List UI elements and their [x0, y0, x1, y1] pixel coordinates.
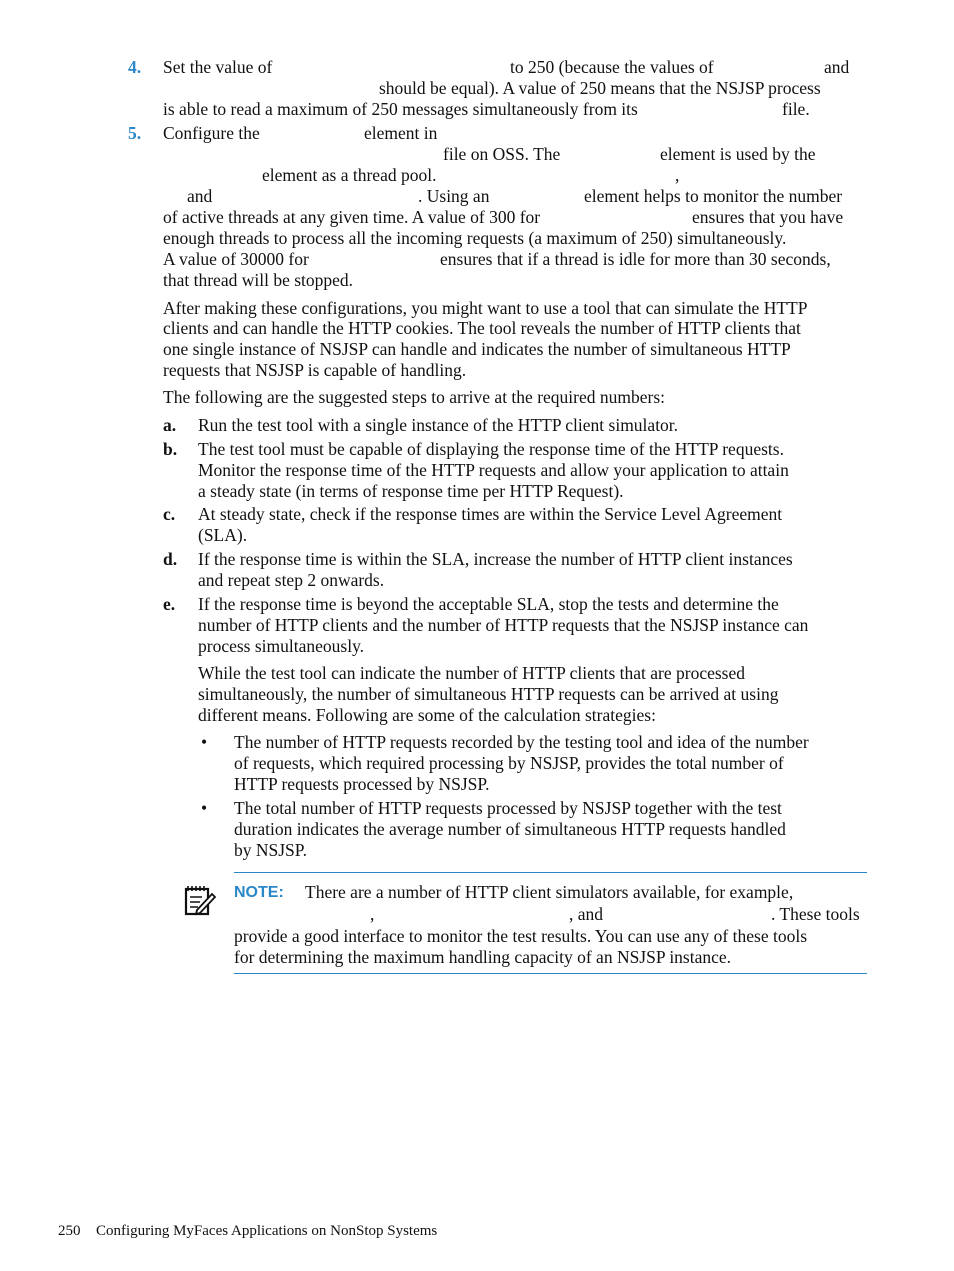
- substep-letter: d.: [163, 549, 178, 569]
- text-line: Run the test tool with a single instance of the HTTP client simulator.: [198, 415, 679, 435]
- text-line: of active threads at any given time. A value of 300 for: [163, 207, 541, 227]
- text-line: A value of 30000 for: [163, 249, 309, 269]
- text-line: The test tool must be capable of displaying the response time of the HTTP requests.: [198, 439, 784, 459]
- note-pad-icon: [183, 884, 217, 918]
- text-line: file on OSS. The: [443, 144, 561, 164]
- text-line: While the test tool can indicate the number of HTTP clients that are processed: [198, 663, 746, 683]
- text-line: At steady state, check if the response times are within the Service Level Agreement: [198, 504, 783, 524]
- text-line: element as a thread pool.: [262, 165, 437, 185]
- note-top-rule: [234, 872, 867, 873]
- text-line: The number of HTTP requests recorded by the testing tool and idea of the number: [234, 732, 809, 752]
- text-line: and: [187, 186, 213, 206]
- text-line: , and: [569, 904, 604, 924]
- text-line: HTTP requests processed by NSJSP.: [234, 774, 490, 794]
- substep-letter: b.: [163, 439, 178, 459]
- text-line: different means. Following are some of the calculation strategies:: [198, 705, 656, 725]
- text-line: . These tools: [771, 904, 860, 924]
- text-line: simultaneously, the number of simultaneous HTTP requests can be arrived at using: [198, 684, 779, 704]
- paragraph-steps-intro: The following are the suggested steps to arrive at the required numbers:: [163, 387, 665, 407]
- text-line: process simultaneously.: [198, 636, 365, 656]
- substep-letter: c.: [163, 504, 176, 524]
- bullet-symbol: •: [201, 732, 208, 752]
- text-line: element helps to monitor the number: [584, 186, 843, 206]
- note-label: NOTE:: [234, 884, 284, 901]
- text-line: If the response time is within the SLA, increase the number of HTTP client instances: [198, 549, 793, 569]
- text-line: to 250 (because the values of: [510, 57, 714, 77]
- text-line: and: [824, 57, 850, 77]
- text-line: . Using an: [418, 186, 490, 206]
- text-line: file.: [782, 99, 810, 119]
- text-line: (SLA).: [198, 525, 248, 545]
- substep-letter: a.: [163, 415, 177, 435]
- text-line: is able to read a maximum of 250 messages simultaneously from its: [163, 99, 638, 119]
- text-line: If the response time is beyond the acceptable SLA, stop the tests and determine the: [198, 594, 779, 614]
- text-line: one single instance of NSJSP can handle and indicates the number of simultaneous HTTP: [163, 339, 791, 359]
- text-line: of requests, which required processing by NSJSP, provides the total number of: [234, 753, 784, 773]
- text-line: ensures that you have: [692, 207, 844, 227]
- text-line: Monitor the response time of the HTTP requests and allow your application to attain: [198, 460, 789, 480]
- text-line: After making these configurations, you might want to use a tool that can simulate the HTTP: [163, 298, 808, 318]
- step-number: 4.: [128, 57, 142, 77]
- text-line: that thread will be stopped.: [163, 270, 354, 290]
- text-line: Set the value of: [163, 57, 273, 77]
- text-line: duration indicates the average number of simultaneous HTTP requests handled: [234, 819, 786, 839]
- text-line: ,: [370, 904, 375, 924]
- footer-title: Configuring MyFaces Applications on NonStop Systems: [96, 1223, 438, 1239]
- step-number: 5.: [128, 123, 142, 143]
- text-line: and repeat step 2 onwards.: [198, 570, 385, 590]
- substep-letter: e.: [163, 594, 176, 614]
- text-line: ensures that if a thread is idle for more than 30 seconds,: [440, 249, 831, 269]
- text-line: element in: [364, 123, 438, 143]
- text-line: element is used by the: [660, 144, 816, 164]
- text-line: There are a number of HTTP client simulators available, for example,: [305, 882, 794, 902]
- note-bottom-rule: [234, 973, 867, 974]
- text-line: enough threads to process all the incoming requests (a maximum of 250) simultaneously.: [163, 228, 787, 248]
- bullet-symbol: •: [201, 798, 208, 818]
- text-line: ,: [675, 165, 680, 185]
- text-line: by NSJSP.: [234, 840, 307, 860]
- text-line: a steady state (in terms of response time per HTTP Request).: [198, 481, 624, 501]
- text-line: provide a good interface to monitor the test results. You can use any of these tools: [234, 926, 808, 946]
- text-line: Configure the: [163, 123, 260, 143]
- text-line: clients and can handle the HTTP cookies. The tool reveals the number of HTTP clients that: [163, 318, 801, 338]
- page-number: 250: [58, 1223, 81, 1239]
- text-line: should be equal). A value of 250 means that the NSJSP process: [379, 78, 821, 98]
- text-line: The total number of HTTP requests processed by NSJSP together with the test: [234, 798, 782, 818]
- text-line: number of HTTP clients and the number of HTTP requests that the NSJSP instance can: [198, 615, 809, 635]
- text-line: requests that NSJSP is capable of handling.: [163, 360, 467, 380]
- text-line: for determining the maximum handling capacity of an NSJSP instance.: [234, 947, 732, 967]
